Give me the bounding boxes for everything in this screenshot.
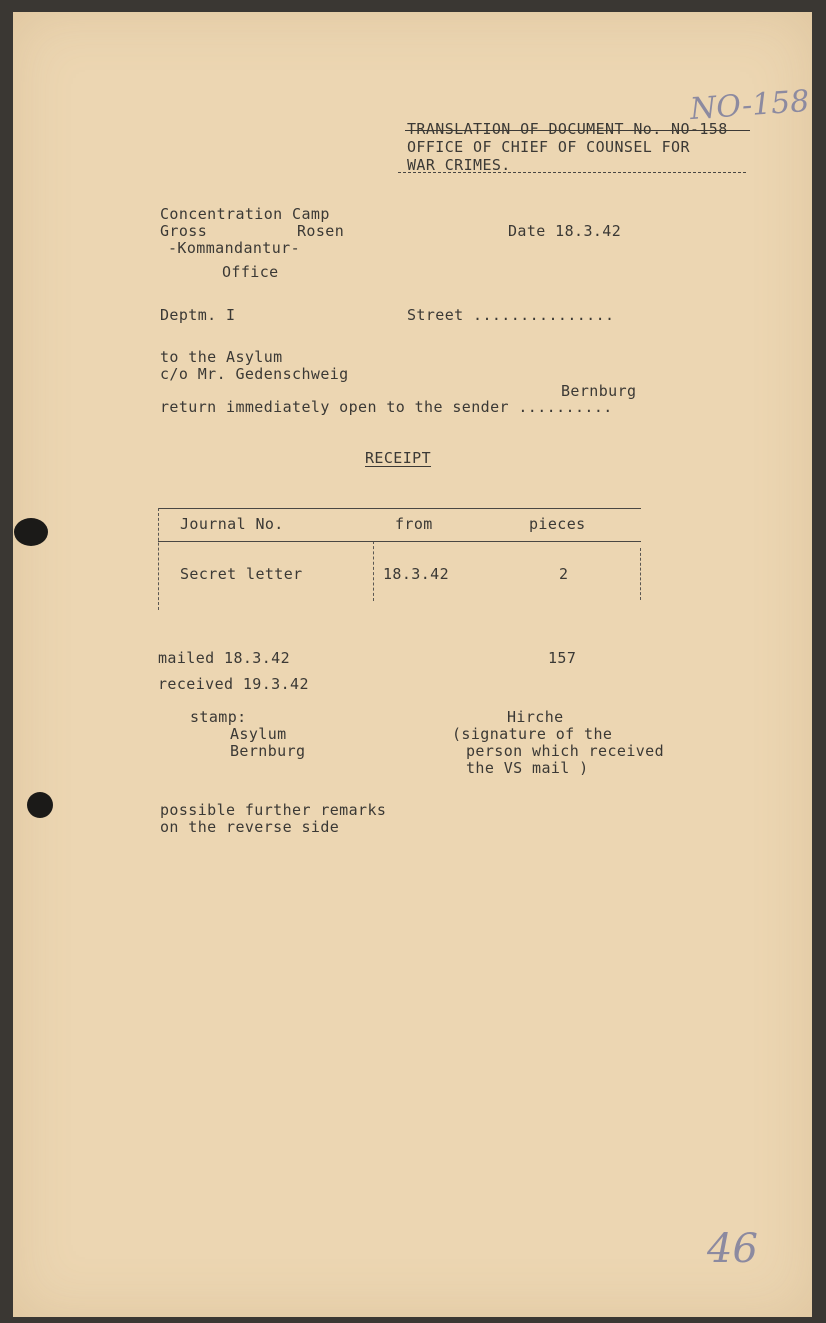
header-line-1: TRANSLATION OF DOCUMENT No. NO-158 xyxy=(407,120,728,138)
mail-number: 157 xyxy=(548,649,577,667)
remarks-line-1: possible further remarks xyxy=(160,801,387,819)
remarks-line-2: on the reverse side xyxy=(160,818,340,836)
street: Street ............... xyxy=(407,306,615,324)
signature-line-3: the VS mail ) xyxy=(466,759,589,777)
signature-line-1: (signature of the xyxy=(452,725,613,743)
sender-line-1: Concentration Camp xyxy=(160,205,330,223)
table-header-journal: Journal No. xyxy=(180,515,284,533)
receipt-title: RECEIPT xyxy=(365,449,432,467)
mailed-date: mailed 18.3.42 xyxy=(158,649,291,667)
sender-gross: Gross xyxy=(160,222,208,240)
sender-line-4: Office xyxy=(222,263,279,281)
header-line-3: WAR CRIMES. xyxy=(407,156,511,174)
table-header-from: from xyxy=(395,515,433,533)
date-text: Date 18.3.42 xyxy=(508,222,622,240)
table-cell-journal: Secret letter xyxy=(180,565,303,583)
header-rule xyxy=(398,172,746,173)
sender-rosen: Rosen xyxy=(297,222,345,240)
received-date: received 19.3.42 xyxy=(158,675,309,693)
punch-hole-bottom xyxy=(27,792,53,818)
table-header-rule xyxy=(158,541,641,542)
table-left-border xyxy=(158,508,159,610)
table-right-border xyxy=(640,548,641,600)
stamp-line-2: Bernburg xyxy=(230,742,306,760)
sender-line-3: -Kommandantur- xyxy=(168,239,301,257)
document-page xyxy=(13,12,812,1317)
handwritten-document-ref: NO-158 xyxy=(688,83,811,128)
address-line-1: to the Asylum xyxy=(160,348,283,366)
stamp-label: stamp: xyxy=(190,708,247,726)
signature-name: Hirche xyxy=(507,708,564,726)
address-city: Bernburg xyxy=(561,382,637,400)
table-column-divider xyxy=(373,541,374,601)
table-cell-pieces: 2 xyxy=(559,565,569,583)
punch-hole-top xyxy=(14,518,48,546)
return-note: return immediately open to the sender .......... xyxy=(160,398,613,416)
table-top-rule xyxy=(158,508,641,509)
address-line-2: c/o Mr. Gedenschweig xyxy=(160,365,349,383)
header-strikethrough xyxy=(405,130,750,131)
table-cell-from: 18.3.42 xyxy=(383,565,450,583)
handwritten-page-number: 46 xyxy=(707,1226,758,1272)
stamp-line-1: Asylum xyxy=(230,725,287,743)
department: Deptm. I xyxy=(160,306,236,324)
signature-line-2: person which received xyxy=(466,742,665,760)
header-line-2: OFFICE OF CHIEF OF COUNSEL FOR xyxy=(407,138,690,156)
table-header-pieces: pieces xyxy=(529,515,586,533)
